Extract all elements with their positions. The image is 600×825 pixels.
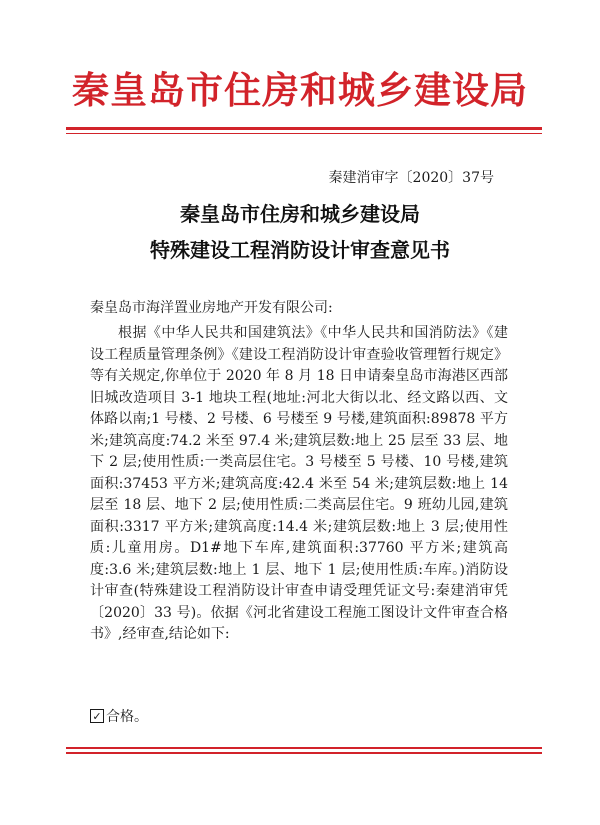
document-number: 秦建消审字〔2020〕37号 xyxy=(328,170,494,186)
footer-rule-bottom xyxy=(66,752,542,754)
conclusion-text: 合格。 xyxy=(106,709,148,725)
document-title-issuer: 秦皇岛市住房和城乡建设局 xyxy=(180,202,420,226)
document-title-subject: 特殊建设工程消防设计审查意见书 xyxy=(150,238,450,262)
body-paragraph: 根据《中华人民共和国建筑法》《中华人民共和国消防法》《建设工程质量管理条例》《建设工程消防设计审查验收管理暂行规定》等有关规定,你单位于 2020 年 8 月 18 日申请秦皇岛市海港区西部旧城改造项目 3-1 地块工程(地址:河北大街以北、经文路以西、文体路以南;1 号楼、2 号楼、6 号楼至 9 号楼,建筑面积:89878 平方米;建筑高度:74.2 米至 97.4 米;建筑层数:地上 25 层至 33 层、地下 2 层;使用性质:一类高层住宅。3 号楼至 5 号楼、10 号楼,建筑面积:37453 平方米;建筑高度:42.4 米至 54 米;建筑层数:地上 14 层至 18 层、地下 2 层;使用性质:二类高层住宅。9 班幼儿园,建筑面积:3317 平方米;建筑高度:14.4 米;建筑层数:地上 3 层;使用性质:儿童用房。D1#地下车库,建筑面积:37760 平方米;建筑高度:3.6 米;建筑层数:地上 1 层、地下 1 层;使用性质:车库。)消防设计审查(特殊建设工程消防设计审查申请受理凭证文号:秦建消审凭〔2020〕33 号)。依据《河北省建设工程施工图设计文件审查合格书》,经审查,结论如下: xyxy=(90,325,508,642)
conclusion-line xyxy=(90,706,148,726)
footer-rule-top xyxy=(66,747,542,749)
letterhead-title: 秦皇岛市住房和城乡建设局 xyxy=(72,68,528,112)
letterhead-rule-thin xyxy=(66,133,542,134)
letterhead-rule-thick xyxy=(66,127,542,130)
checkbox-icon: ✓ xyxy=(90,709,104,723)
addressee: 秦皇岛市海洋置业房地产开发有限公司: xyxy=(90,300,333,316)
